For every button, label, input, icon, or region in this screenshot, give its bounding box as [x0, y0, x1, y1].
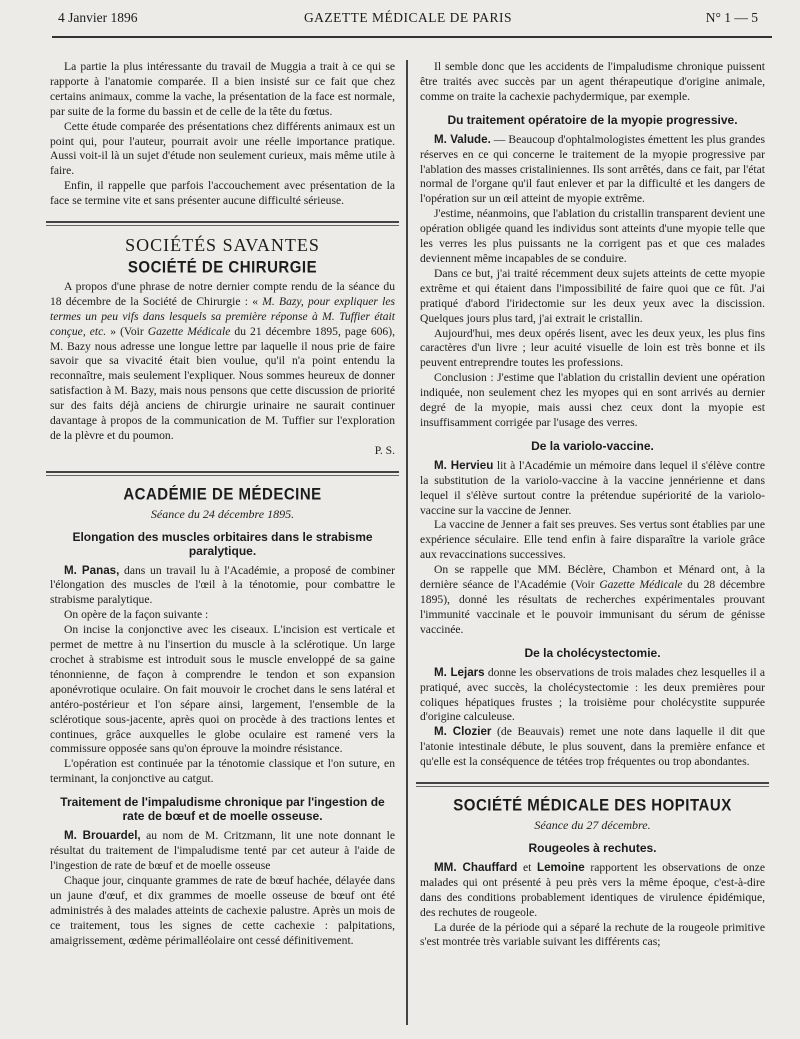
paragraph-beclere: On se rappelle que MM. Béclère, Chambon et Ménard ont, à la dernière séance de l'Académie (Voir Gazette Médicale du 28 décembre 1895), donné les résultats de recherches expérimentales prouvant l'immunité vaccinale et le pouvoir immunisant du sérum de génisse vaccinée. — [420, 563, 765, 636]
paragraph-chauffard: MM. Chauffard et Lemoine rapportent les observations de onze malades qui ont présenté à peu près vers la même époque, c'est-à-dire dans des conditions probablement identiques de virulence épidémique, des rechutes de rougeole. — [420, 860, 765, 919]
section-separator — [416, 782, 769, 787]
left-column — [50, 60, 395, 948]
paragraph: On incise la conjonctive avec les ciseaux. L'incision est verticale et permet de mettre à nu l'insertion du muscle à la sclérotique. Un large crochet à strabisme est introduit sous le muscle enveloppé de sa gaine ténonnienne, de façon à comprendre le tendon et son expansion aponévrotique oculaire. On fait mouvoir le crochet dans le sens latéral et antéro-postérieur et l'on sépare ainsi, largement, l'ensemble de la sclérotique sous-jacente, après quoi on procède à des tractions lentes et continues, grâce auxquelles le globe oculaire est ramené vers la commissure opposée sans qu'on éprouve la moindre résistance. — [50, 623, 395, 756]
paragraph-clozier: M. Clozier (de Beauvais) remet une note dans laquelle il dit que l'atonie intestinale débute, le plus souvent, dans la première enfance et qu'elle est la conséquence de tétées trop fréquentes ou trop abondantes. — [420, 725, 765, 769]
paragraph-chirurgie: A propos d'une phrase de notre dernier compte rendu de la séance du 18 décembre de la Société de Chirurgie : « M. Bazy, pour expliquer les termes un peu vifs dans lesquels sa première réponse à M. Tuffier était conçue, etc. » (Voir Gazette Médicale du 21 décembre 1895, page 606), M. Bazy nous adresse une longue lettre par laquelle il nous prie de faire savoir que sa vivacité était bien voulue, qu'il n'a point entendu la reconnaître, mais seulement l'expliquer. Nous sommes heureux de donner satisfaction à M. Bazy, mais nous pensons que cette discussion de priorité sur des faits déjà anciens de chirurgie urinaire ne saurait continuer davantage à propos de la communication de M. Tuffier sur l'exploration de la plèvre et du poumon. — [50, 279, 395, 442]
seance-date: Séance du 24 décembre 1895. — [150, 506, 295, 521]
subheading-cholecystectomie: De la cholécystectomie. — [524, 645, 661, 660]
paragraph-hervieu: M. Hervieu lit à l'Académie un mémoire dans lequel il s'élève contre la substitution de la variolo-vaccine à la vaccine jennérienne et dans lequel il s'élève surtout contre la prétendue supériorité de la variolo-vaccine sur la vaccine de Jenner. — [420, 458, 765, 517]
paragraph: On opère de la façon suivante : — [64, 608, 209, 622]
subheading-elongation: Elongation des muscles orbitaires dans le strabisme paralytique. — [72, 529, 373, 558]
header-rule — [52, 36, 772, 38]
signature: P. S. — [374, 443, 395, 457]
header-page-number: N° 1 — 5 — [705, 10, 758, 25]
paragraph: La durée de la période qui a séparé la rechute de la rougeole primitive s'est montrée très variable suivant les différents cas; — [420, 920, 765, 949]
paragraph: Chaque jour, cinquante grammes de rate de bœuf hachée, délayée dans un jaune d'œuf, et dix grammes de moelle osseuse de bœuf ont été administrés à des malades atteints de cachexie palustre. Après un mois de ce traitement, tous les signes de cette cachexie : palpitations, amaigrissement, œdème périmalléolaire ont cessé définitivement. — [50, 873, 395, 947]
heading-societe-chirurgie: SOCIÉTÉ DE CHIRURGIE — [127, 258, 318, 277]
paragraph: L'opération est continuée par la ténotomie classique et l'on suture, en terminant, la conjonctive au catgut. — [50, 757, 395, 786]
paragraph: Enfin, il rappelle que parfois l'accouchement avec présentation de la face se termine vite et sans présenter aucune difficulté sérieuse. — [50, 179, 395, 208]
paragraph: J'estime, néanmoins, que l'ablation du cristallin transparent devient une opération obligée quand les individus sont atteints d'une myopie telle que les verres les plus puissants ne la corrigent pas et que ces malades deviennent même incapables de se conduire. — [420, 207, 765, 265]
section-separator — [46, 221, 399, 226]
seance-date: Séance du 27 décembre. — [534, 817, 651, 832]
paragraph: Conclusion : J'estime que l'ablation du cristallin devient une opération indiquée, non seulement chez les myopes qui en sont arrivés au dernier degré de la myopie, mais aussi chez ceux dont la myopie est insuffisamment corrigée par l'usage des verres. — [420, 371, 765, 429]
section-title-societes: SOCIÉTÉS SAVANTES — [125, 235, 320, 256]
header-journal-title: GAZETTE MÉDICALE DE PARIS — [303, 10, 513, 25]
paragraph-lejars: M. Lejars donne les observations de trois malades chez lesquelles il a pratiqué, avec succès, la cholécystectomie : les deux premières pour coliques hépatiques frustes ; la troisième pour cholécystite suppurée d'origine calculeuse. — [420, 665, 765, 724]
heading-societe-hopitaux: SOCIÉTÉ MÉDICALE DES HOPITAUX — [453, 796, 732, 815]
paragraph-panas: M. Panas, dans un travail lu à l'Académie, a proposé de combiner l'élongation des muscles de l'œil à la ténotomie, pour combattre le strabisme paralytique. — [50, 563, 395, 607]
paragraph-valude: M. Valude. — Beaucoup d'ophtalmologistes émettent les plus grandes réserves en ce qui concerne le traitement de la myopie progressive par l'ablation des masses cristaliniennes. Ils sont arrêtés, dans ce fait, par l'état normal de l'organe qu'il faut enlever et par la difficulté et les dangers de l'opération sur un œil atteint de myopie extrême. — [420, 132, 765, 206]
subheading-myopie: Du traitement opératoire de la myopie progressive. — [447, 112, 738, 127]
paragraph: La vaccine de Jenner a fait ses preuves. Ses vertus sont établies par une expérience séculaire. Elle tend enfin à faire disparaître la variole grâce aux revaccinations successives. — [420, 518, 765, 562]
subheading-rougeoles: Rougeoles à rechutes. — [528, 840, 657, 855]
paragraph: Cette étude comparée des présentations chez différents animaux est un point qui, pour l'auteur, pourrait avoir une réelle importance pratique. Aussi voit-il là un sujet d'étude non seulement curieux, mais même utile à faire. — [50, 119, 395, 178]
paragraph: La partie la plus intéressante du travail de Muggia a trait à ce qui se rapporte à l'anatomie comparée. Il a bien insisté sur ce fait que chez certains animaux, comme la vache, la présentation de la face est normale, par suite de la forme du bassin et de celle de la tête du fœtus. — [50, 60, 395, 118]
paragraph: Il semble donc que les accidents de l'impaludisme chronique puissent être traités avec succès par un agent thérapeutique d'origine animale, comme on traite la cachexie pachydermique, par exemple. — [420, 60, 765, 103]
page-header — [58, 8, 758, 30]
paragraph-brouardel: M. Brouardel, au nom de M. Critzmann, lit une note donnant le résultat du traitement de l'impaludisme tenté par cet auteur à l'aide de l'ingestion de rate de bœuf et de moelle osseuse — [50, 829, 395, 872]
column-divider — [406, 60, 408, 1025]
heading-academie-medecine: ACADÉMIE DE MÉDECINE — [123, 484, 322, 504]
paragraph: Aujourd'hui, mes deux opérés lisent, avec les deux yeux, les plus fins caractères d'un livre ; leur acuité visuelle de loin est très bonne et ils peuvent entreprendre toutes les professions. — [420, 326, 765, 370]
subheading-impaludisme: Traitement de l'impaludisme chronique par l'ingestion de rate de bœuf et de moelle osseuse. — [60, 795, 385, 824]
header-date: 4 Janvier 1896 — [58, 10, 138, 25]
paragraph: Dans ce but, j'ai traité récemment deux sujets atteints de cette myopie extrême et qui étaient dans l'impossibilité de faire quoi que ce fût. J'ai pratiqué d'abord l'iridectomie sur les deux yeux avec la discission. Quelques jours plus tard, j'ai extrait le cristallin. — [420, 266, 765, 325]
subheading-variolo-vaccine: De la variolo-vaccine. — [531, 438, 654, 453]
right-column — [420, 60, 765, 950]
section-separator — [46, 471, 399, 476]
